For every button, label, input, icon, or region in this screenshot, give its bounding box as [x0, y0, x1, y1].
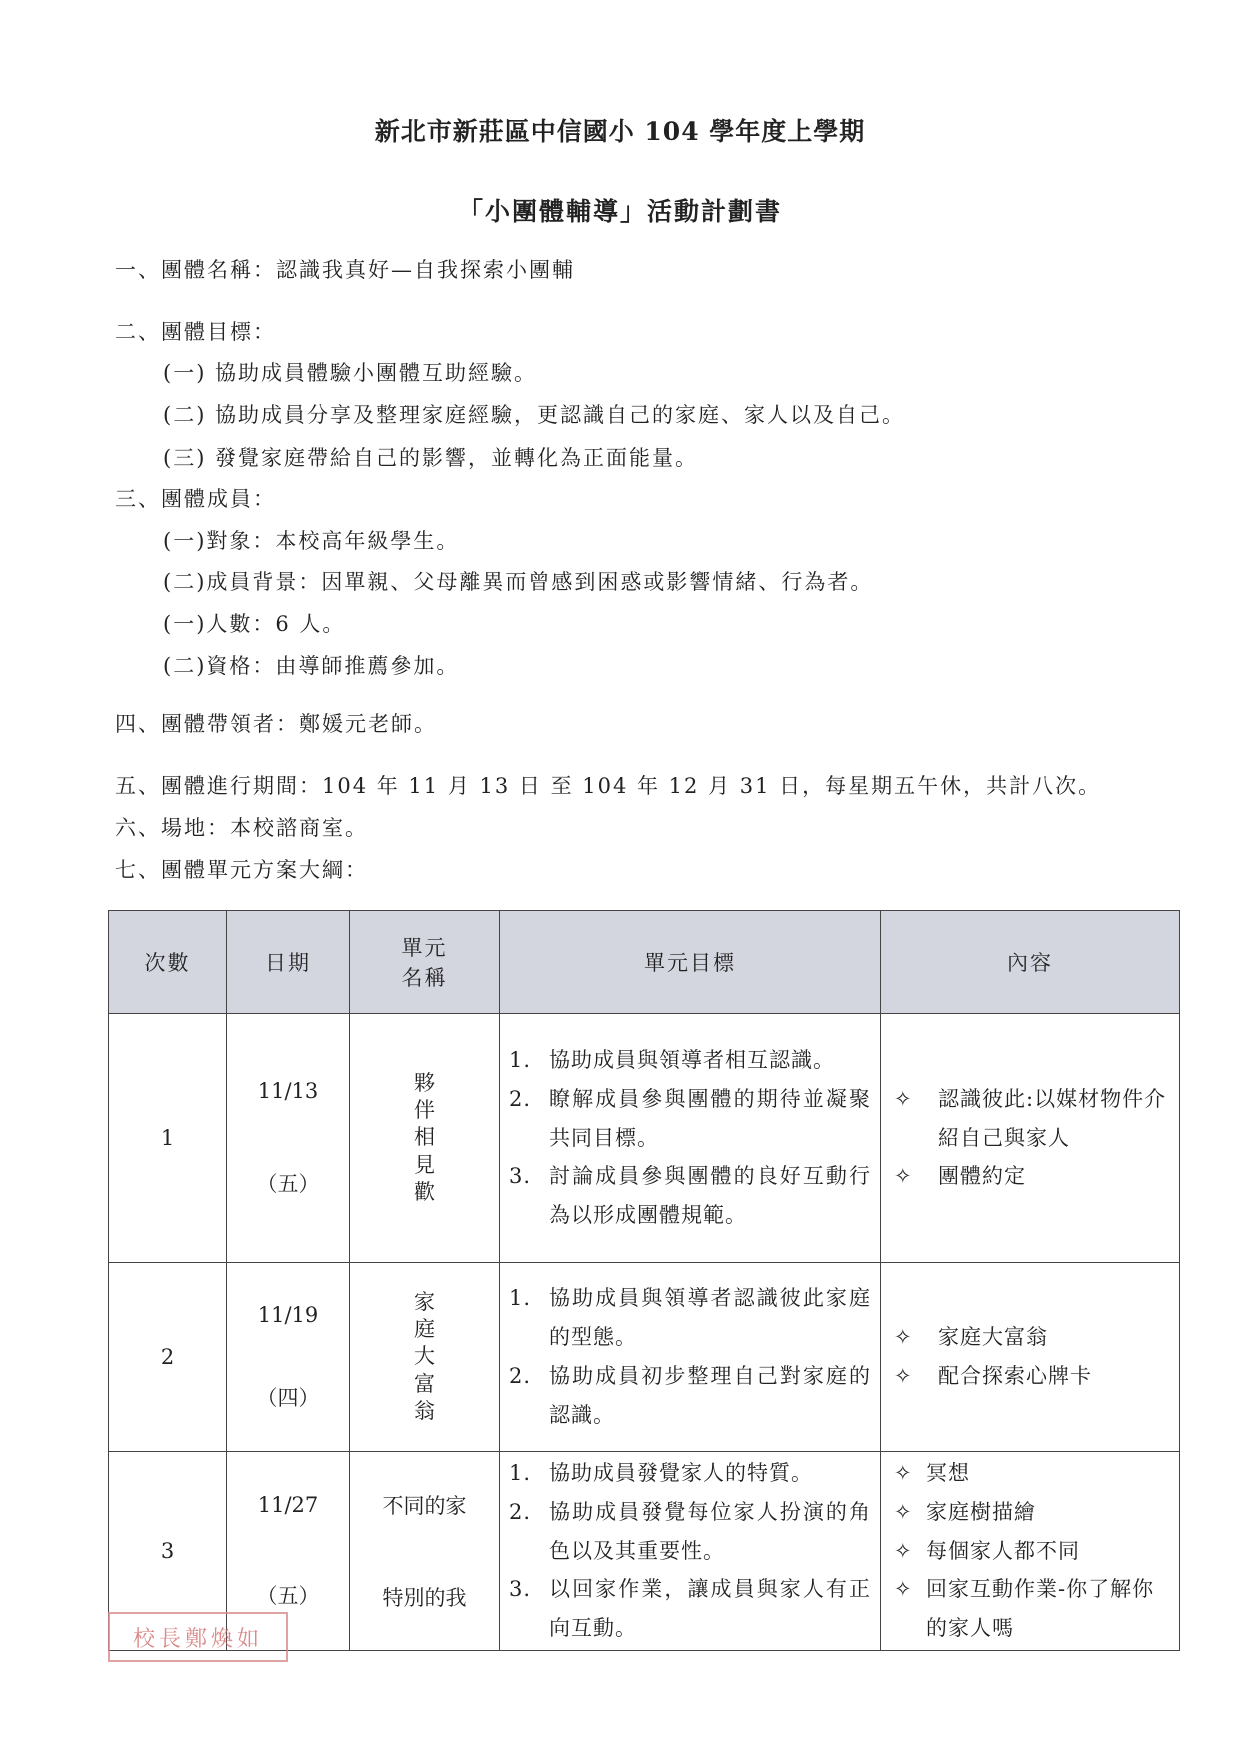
header-goal: 單元目標 — [500, 911, 881, 1014]
unit-name-line1: 不同的家 — [382, 1494, 467, 1518]
section-group-name: 一、團體名稱：認識我真好—自我探索小團輔 — [115, 258, 575, 282]
row-goals — [500, 1263, 881, 1452]
row-goals — [500, 1452, 881, 1651]
member-item: (一)人數：6 人。 — [163, 612, 346, 636]
row-contents — [881, 1263, 1180, 1452]
content-text: 家庭樹描繪 — [926, 1499, 1036, 1524]
unit-name-vertical — [414, 1070, 435, 1206]
unit-name-char: 大 — [414, 1344, 435, 1369]
unit-name-char: 相 — [414, 1125, 435, 1150]
section-period: 五、團體進行期間：104 年 11 月 13 日 至 104 年 12 月 31 日，每星期五午休，共計八次。 — [115, 774, 1102, 798]
section-leader: 四、團體帶領者：鄭媛元老師。 — [115, 712, 437, 736]
content-text: 回家互動作業-你了解你的家人嗎 — [926, 1577, 1155, 1641]
goal-item: (二) 協助成員分享及整理家庭經驗，更認識自己的家庭、家人以及自己。 — [163, 403, 906, 427]
goal-number: 2. — [509, 1364, 532, 1388]
unit-name-char: 富 — [414, 1371, 435, 1396]
goal-line — [509, 1570, 871, 1648]
content-line — [894, 1570, 1172, 1648]
row-weekday: （五） — [256, 1172, 320, 1196]
goal-text: 以回家作業，讓成員與家人有正向互動。 — [549, 1577, 871, 1641]
goal-text: 協助成員與領導者認識彼此家庭的型態。 — [549, 1286, 871, 1350]
goal-number: 1. — [509, 1047, 532, 1072]
goal-line — [509, 1157, 871, 1235]
section-outline-heading: 七、團體單元方案大綱： — [115, 858, 368, 882]
goal-item: (一) 協助成員體驗小團體互助經驗。 — [163, 361, 538, 385]
row-weekday: （四） — [256, 1386, 320, 1410]
content-line — [894, 1357, 1172, 1396]
diamond-bullet-icon: ✧ — [894, 1164, 913, 1189]
section-venue: 六、場地：本校諮商室。 — [115, 816, 368, 840]
row-date-value: 11/27 — [257, 1492, 319, 1517]
row-date — [227, 1014, 350, 1263]
unit-name-char: 見 — [414, 1152, 435, 1177]
goal-line — [509, 1357, 871, 1435]
goal-number: 2. — [509, 1499, 532, 1524]
content-line — [894, 1454, 1172, 1493]
goal-number: 2. — [509, 1086, 532, 1111]
diamond-bullet-icon: ✧ — [894, 1325, 913, 1350]
content-line — [894, 1080, 1172, 1158]
table-row — [109, 1263, 1180, 1452]
row-date-value: 11/13 — [257, 1078, 319, 1103]
header-num: 次數 — [109, 911, 227, 1014]
member-item: (二)資格：由導師推薦參加。 — [163, 654, 460, 678]
goal-item: (三) 發覺家庭帶給自己的影響，並轉化為正面能量。 — [163, 446, 699, 470]
goal-text: 協助成員發覺家人的特質。 — [549, 1460, 813, 1485]
unit-name-line2: 特別的我 — [382, 1586, 467, 1610]
table-row — [109, 1014, 1180, 1263]
section-goals-heading: 二、團體目標： — [115, 320, 276, 344]
header-unit-name-line2: 名稱 — [401, 966, 448, 990]
row-date — [227, 1263, 350, 1452]
row-num: 3 — [109, 1452, 227, 1651]
goal-text: 協助成員發覺每位家人扮演的角色以及其重要性。 — [549, 1499, 871, 1563]
row-contents — [881, 1014, 1180, 1263]
header-content: 內容 — [881, 911, 1180, 1014]
goal-text: 瞭解成員參與團體的期待並凝聚共同目標。 — [549, 1086, 871, 1150]
document-title: 新北市新莊區中信國小 104 學年度上學期 — [374, 117, 866, 146]
unit-outline-table — [108, 910, 1180, 1651]
content-text: 家庭大富翁 — [938, 1325, 1048, 1350]
goal-text: 協助成員與領導者相互認識。 — [549, 1047, 835, 1072]
unit-name-vertical — [414, 1289, 435, 1425]
diamond-bullet-icon: ✧ — [894, 1577, 913, 1602]
diamond-bullet-icon: ✧ — [894, 1086, 913, 1111]
diamond-bullet-icon: ✧ — [894, 1499, 913, 1524]
goal-number: 3. — [509, 1164, 532, 1189]
content-line — [894, 1532, 1172, 1571]
diamond-bullet-icon: ✧ — [894, 1364, 913, 1388]
row-goals — [500, 1014, 881, 1263]
content-text: 冥想 — [926, 1460, 970, 1485]
goal-text: 討論成員參與團體的良好互動行為以形成團體規範。 — [549, 1164, 871, 1228]
goal-line — [509, 1041, 871, 1080]
row-contents — [881, 1452, 1180, 1651]
goal-line — [509, 1279, 871, 1357]
content-line — [894, 1493, 1172, 1532]
member-item: (二)成員背景：因單親、父母離異而曾感到困惑或影響情緒、行為者。 — [163, 570, 874, 594]
row-num: 1 — [109, 1014, 227, 1263]
unit-name-char: 伴 — [414, 1098, 435, 1123]
member-item: (一)對象：本校高年級學生。 — [163, 529, 460, 553]
row-unit-name — [350, 1263, 500, 1452]
content-line — [894, 1318, 1172, 1357]
row-date-value: 11/19 — [257, 1302, 319, 1327]
section-members-heading: 三、團體成員： — [115, 487, 276, 511]
goal-line — [509, 1454, 871, 1493]
content-text: 團體約定 — [938, 1164, 1026, 1189]
goal-number: 3. — [509, 1577, 532, 1602]
diamond-bullet-icon: ✧ — [894, 1538, 913, 1563]
header-date: 日期 — [227, 911, 350, 1014]
header-unit-name-line1: 單元 — [401, 936, 448, 960]
header-unit-name — [350, 911, 500, 1014]
content-text: 配合探索心牌卡 — [938, 1364, 1092, 1388]
document-subtitle: 「小團體輔導」活動計劃書 — [457, 197, 782, 226]
row-weekday: （五） — [256, 1584, 320, 1608]
unit-name-char: 夥 — [414, 1070, 435, 1095]
goal-text: 協助成員初步整理自己對家庭的認識。 — [549, 1364, 871, 1427]
unit-name-char: 家 — [414, 1289, 435, 1314]
content-text: 每個家人都不同 — [926, 1538, 1080, 1563]
unit-name-char: 歡 — [414, 1179, 435, 1204]
goal-line — [509, 1080, 871, 1158]
goal-number: 1. — [509, 1460, 532, 1485]
row-unit-name — [350, 1452, 500, 1651]
row-unit-name — [350, 1014, 500, 1263]
content-text: 認識彼此:以媒材物件介紹自己與家人 — [938, 1086, 1167, 1150]
unit-name-char: 翁 — [414, 1398, 435, 1423]
content-line — [894, 1157, 1172, 1196]
row-num: 2 — [109, 1263, 227, 1452]
goal-number: 1. — [509, 1286, 532, 1311]
principal-seal-stamp: 校長鄭煥如 — [108, 1612, 288, 1662]
unit-name-char: 庭 — [414, 1317, 435, 1342]
diamond-bullet-icon: ✧ — [894, 1460, 913, 1485]
table-header-row — [109, 911, 1180, 1014]
goal-line — [509, 1493, 871, 1571]
